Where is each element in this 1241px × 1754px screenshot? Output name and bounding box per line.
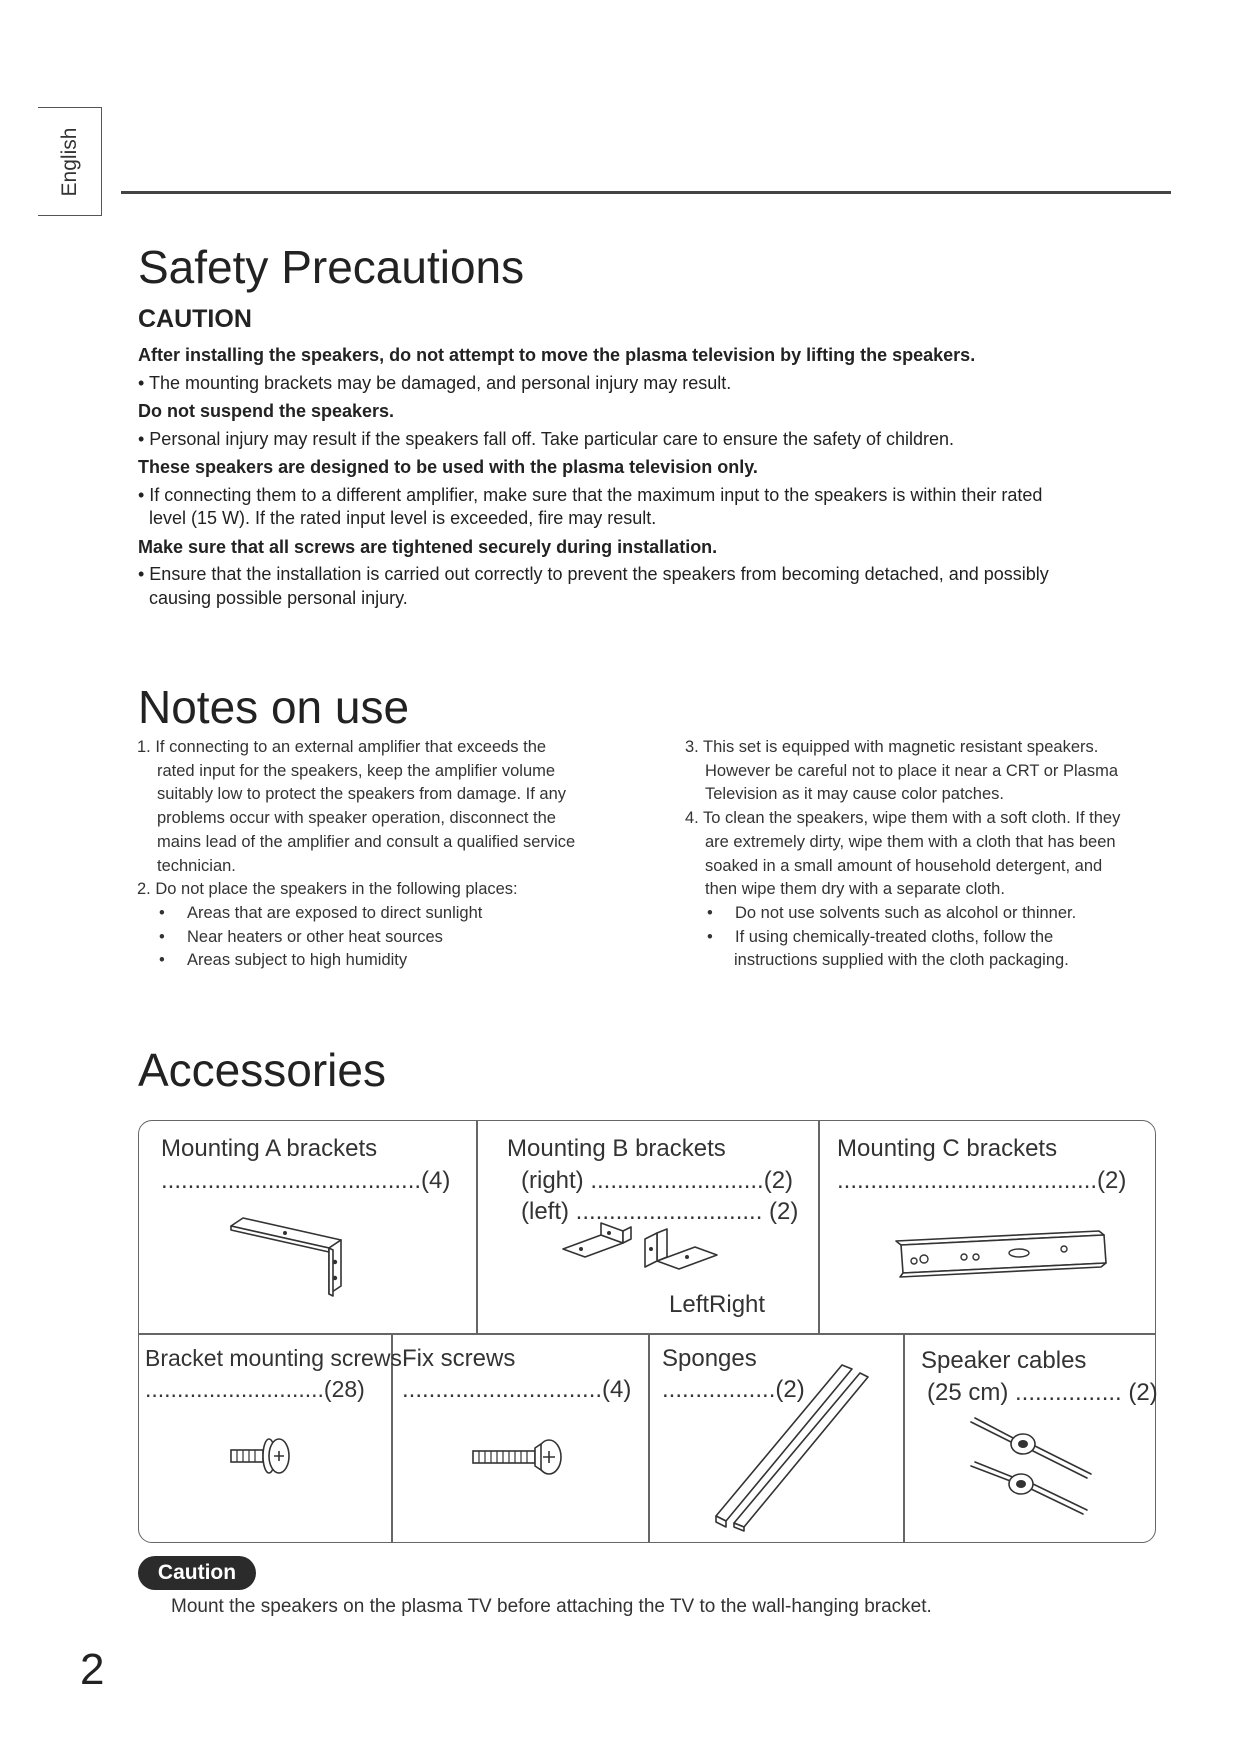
accessory-c-name: Mounting C brackets bbox=[837, 1135, 1058, 1162]
accessory-cable-name: Speaker cables bbox=[921, 1347, 1087, 1374]
safety-heading: Make sure that all screws are tightened securely during installation. bbox=[138, 536, 718, 557]
caution-text: Mount the speakers on the plasma TV before attaching the TV to the wall-hanging bracket. bbox=[171, 1596, 932, 1617]
note-line: suitably low to protect the speakers from damage. If any bbox=[157, 785, 567, 804]
table-divider bbox=[139, 1333, 1155, 1335]
accessory-b-left: (left) ............................ (2) bbox=[521, 1198, 799, 1225]
note-line: instructions supplied with the cloth packaging. bbox=[734, 951, 1069, 970]
safety-bullet: • Personal injury may result if the speakers fall off. Take particular care to ensure the safety of children. bbox=[138, 428, 955, 449]
safety-bullet: • Ensure that the installation is carried out correctly to prevent the speakers from becoming detached, and possibly bbox=[138, 564, 1049, 584]
sponge-icon bbox=[714, 1361, 869, 1531]
note-line: 4. To clean the speakers, wipe them with a soft cloth. If they bbox=[685, 809, 1121, 828]
note-bullet-text: Areas that are exposed to direct sunlight bbox=[187, 903, 483, 922]
safety-title: Safety Precautions bbox=[138, 241, 525, 293]
table-divider bbox=[903, 1333, 905, 1542]
note-bullet-text: Areas subject to high humidity bbox=[187, 951, 408, 970]
accessory-a-qty: .......................................(4) bbox=[161, 1167, 451, 1194]
speaker-cable-icon bbox=[967, 1416, 1097, 1526]
note-bullet bbox=[137, 902, 637, 926]
safety-bullet: • If connecting them to a different amplifier, make sure that the maximum input to the speakers is within their rated bbox=[138, 484, 1043, 505]
note-bullet-text: If using chemically-treated cloths, follow the bbox=[735, 927, 1054, 946]
note-line: problems occur with speaker operation, disconnect the bbox=[157, 809, 556, 828]
mounting-b-bracket-icon bbox=[561, 1221, 731, 1291]
safety-bullet-cont: causing possible personal injury. bbox=[149, 587, 408, 608]
accessories-table bbox=[138, 1120, 1156, 1543]
bullet-dot: • bbox=[159, 903, 165, 922]
note-line: rated input for the speakers, keep the amplifier volume bbox=[157, 761, 556, 780]
accessory-b-caption: LeftRight bbox=[669, 1291, 766, 1318]
note-line: are extremely dirty, wipe them with a cloth that has been bbox=[705, 832, 1116, 851]
note-bullet-text: Do not use solvents such as alcohol or thinner. bbox=[735, 903, 1077, 922]
bullet-dot: • bbox=[707, 927, 713, 946]
note-bullet bbox=[685, 926, 1195, 950]
fix-screw-icon bbox=[471, 1438, 566, 1478]
safety-body bbox=[138, 344, 1148, 610]
table-divider bbox=[818, 1121, 820, 1333]
table-divider bbox=[476, 1121, 478, 1333]
language-tab[interactable] bbox=[38, 107, 102, 216]
accessories-title: Accessories bbox=[138, 1044, 386, 1096]
note-bullet bbox=[685, 902, 1195, 926]
caution-heading: CAUTION bbox=[138, 305, 252, 333]
mounting-c-bracket-icon bbox=[894, 1229, 1119, 1289]
bullet-dot: • bbox=[159, 951, 165, 970]
accessory-fix-name: Fix screws bbox=[402, 1345, 516, 1372]
header-rule bbox=[121, 191, 1171, 194]
accessory-a-name: Mounting A brackets bbox=[161, 1135, 378, 1162]
accessory-sponge-qty: .................(2) bbox=[662, 1376, 805, 1403]
accessory-b-name: Mounting B brackets bbox=[507, 1135, 726, 1162]
note-bullet bbox=[137, 926, 637, 950]
note-line: soaked in a small amount of household detergent, and bbox=[705, 856, 1103, 875]
safety-bullet: • The mounting brackets may be damaged, and personal injury may result. bbox=[138, 372, 732, 393]
note-line: then wipe them dry with a separate cloth. bbox=[705, 880, 1005, 899]
safety-bullet-cont: level (15 W). If the rated input level is exceeded, fire may result. bbox=[149, 508, 657, 528]
accessory-b-right: (right) ..........................(2) bbox=[521, 1167, 794, 1194]
note-bullet-text: Near heaters or other heat sources bbox=[187, 927, 443, 946]
bracket-screw-icon bbox=[229, 1436, 299, 1476]
accessory-fix-qty: ..............................(4) bbox=[402, 1376, 632, 1403]
safety-heading: Do not suspend the speakers. bbox=[138, 401, 395, 421]
note-line: 2. Do not place the speakers in the following places: bbox=[137, 880, 518, 899]
accessory-cable-qty: (25 cm) ................ (2) bbox=[927, 1379, 1158, 1406]
accessory-sponge-name: Sponges bbox=[662, 1345, 757, 1372]
note-line: 1. If connecting to an external amplifier that exceeds the bbox=[137, 738, 547, 756]
mounting-a-bracket-icon bbox=[229, 1216, 369, 1311]
note-line: However be careful not to place it near a CRT or Plasma bbox=[705, 761, 1119, 780]
bullet-dot: • bbox=[159, 927, 165, 946]
page-number: 2 bbox=[80, 1645, 105, 1694]
accessory-screws-qty: ............................(28) bbox=[145, 1376, 365, 1402]
language-tab-label: English bbox=[57, 127, 81, 196]
note-bullet bbox=[137, 949, 637, 973]
notes-right-column bbox=[685, 736, 1195, 973]
bullet-dot: • bbox=[707, 903, 713, 922]
note-line: 3. This set is equipped with magnetic resistant speakers. bbox=[685, 738, 1099, 756]
note-line: Television as it may cause color patches. bbox=[705, 785, 1004, 804]
safety-heading: These speakers are designed to be used with the plasma television only. bbox=[138, 457, 758, 477]
accessory-screws-name: Bracket mounting screws bbox=[145, 1345, 402, 1371]
caution-badge: Caution bbox=[138, 1556, 256, 1590]
notes-left-column bbox=[137, 736, 637, 973]
notes-title: Notes on use bbox=[138, 681, 410, 733]
note-line: mains lead of the amplifier and consult a qualified service bbox=[157, 832, 576, 851]
note-line: technician. bbox=[157, 856, 236, 875]
table-divider bbox=[648, 1333, 650, 1542]
accessory-c-qty: .......................................(2) bbox=[837, 1167, 1127, 1194]
safety-heading: After installing the speakers, do not attempt to move the plasma television by lifting the speakers. bbox=[138, 345, 976, 365]
